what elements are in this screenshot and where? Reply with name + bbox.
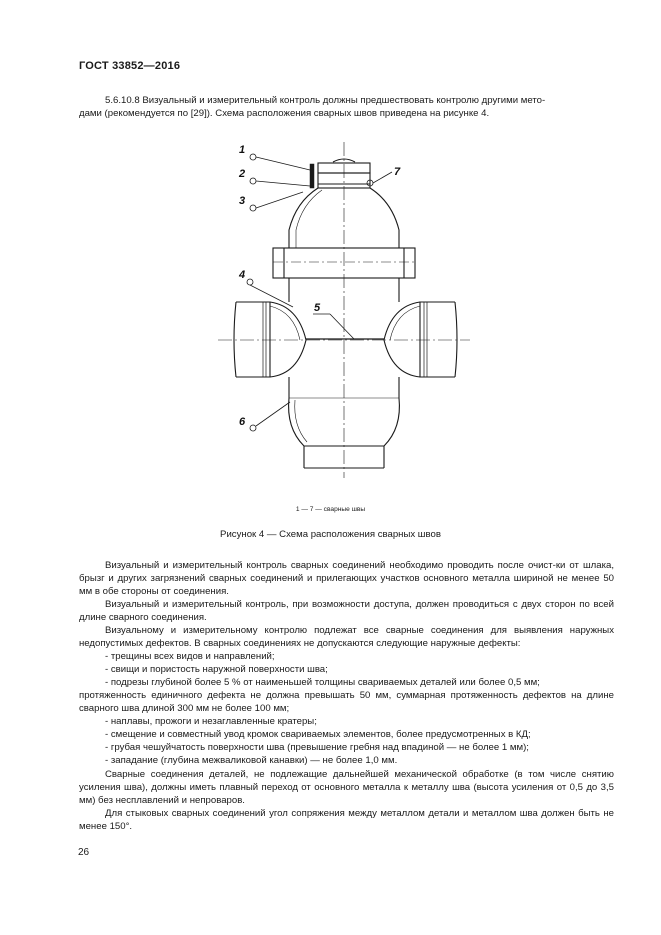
- defect-item-7: - западание (глубина межваликовой канавки) — не более 1,0 мм.: [105, 755, 398, 766]
- right-nozzle: [384, 302, 457, 377]
- label-3: 3: [239, 195, 246, 207]
- paragraph-6: Для стыковых сварных соединений угол сопряжения между металлом детали и металлом шва должен быть не менее 150°.: [79, 808, 614, 832]
- paragraph-3: Визуальному и измерительному контролю подлежат все сварные соединения для выявления наружных недопустимых дефектов. В сварных соединениях не допускаются следующие наружные дефекты:: [79, 625, 614, 649]
- label-4: 4: [239, 269, 246, 281]
- defect-item-5: - смещение и совместный увод кромок свариваемых элементов, более предусмотренных в КД;: [105, 729, 531, 740]
- figure-legend: 1 — 7 — сварные швы: [295, 506, 366, 513]
- label-1: 1: [239, 144, 246, 156]
- defect-item-4: - наплавы, прожоги и незаглавленные кратеры;: [105, 716, 317, 727]
- label-5: 5: [314, 302, 321, 314]
- defect-item-1: - трещины всех видов и направлений;: [105, 651, 275, 662]
- weld-1-marker: [310, 164, 314, 188]
- paragraph-4: протяженность единичного дефекта не должна превышать 50 мм, суммарная протяженность дефектов на длине сварного шва длиной 300 мм не более 100 мм;: [79, 690, 614, 714]
- weld-leaders: [247, 154, 392, 431]
- paragraph-1: Визуальный и измерительный контроль сварных соединений необходимо проводить после очист-ки от шлака, брызг и других загрязнений сварных соединений и прилегающих участков основного металла шириной не менее 50 мм в обе стороны от соединения.: [79, 560, 614, 597]
- document-header: ГОСТ 33852—2016: [79, 60, 181, 72]
- left-nozzle: [234, 302, 306, 377]
- intro-line-1: 5.6.10.8 Визуальный и измерительный контроль должны предшествовать контролю другими мето-: [105, 95, 546, 106]
- paragraph-2: Визуальный и измерительный контроль, при возможности доступа, должен проводиться с двух сторон по всей длине сварного соединения.: [79, 599, 614, 623]
- paragraph-5: Сварные соединения деталей, не подлежащие дальнейшей механической обработке (в том числе снятию усиления шва), должны иметь плавный переход от основного металла к металлу шва (высота усиления от 0,5 до 3,5 мм) без несплавлений и непроваров.: [79, 769, 614, 806]
- label-7: 7: [394, 166, 401, 178]
- figure-caption: Рисунок 4 — Схема расположения сварных швов: [220, 529, 441, 540]
- page-number: 26: [78, 847, 90, 858]
- intro-line-2: дами (рекомендуется по [29]). Схема расположения сварных швов приведена на рисунке 4.: [79, 108, 490, 119]
- top-cap: [318, 159, 370, 188]
- label-2: 2: [239, 168, 246, 180]
- defect-item-6: - грубая чешуйчатость поверхности шва (превышение гребня над впадиной — не более 1 мм);: [105, 742, 529, 753]
- label-6: 6: [239, 416, 246, 428]
- defect-item-2: - свищи и пористость наружной поверхности шва;: [105, 664, 328, 675]
- defect-item-3: - подрезы глубиной более 5 % от наименьшей толщины свариваемых деталей или более 0,5 мм;: [105, 677, 540, 688]
